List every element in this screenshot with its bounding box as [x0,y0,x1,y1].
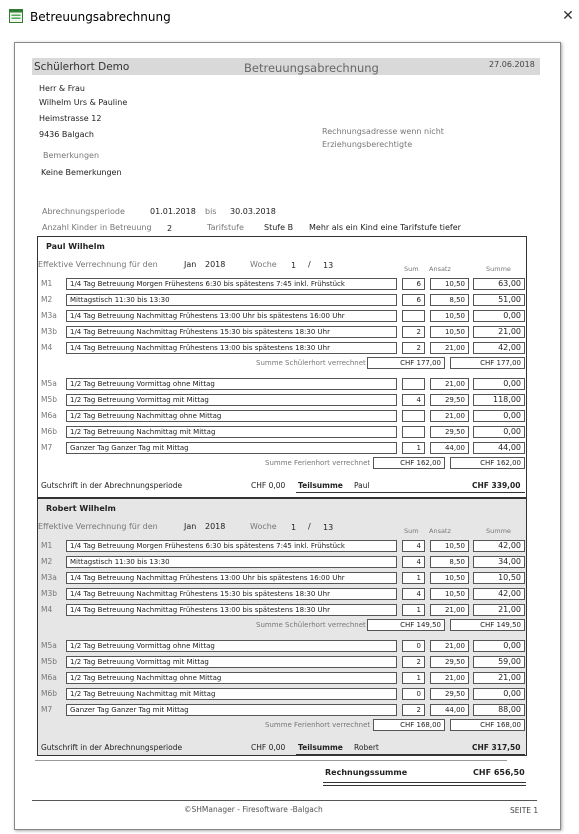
address-line: 9436 Balgach [39,130,94,139]
row-ansatz: 10,50 [430,310,469,322]
row-summe: 42,00 [473,342,525,354]
report-page [14,42,561,830]
partial-sum-value: CHF 339,00 [472,481,521,490]
total-underline [323,782,526,783]
row-description: 1/4 Tag Betreuung Nachmittag Frühestens 13:00 bis spätestens 18:30 Uhr [66,342,397,354]
row-summe: 59,00 [473,656,525,668]
subtotal-holiday-sum: CHF 168,00 [450,719,525,731]
row-ansatz: 10,50 [430,326,469,338]
footer-page: SEITE 1 [510,806,539,815]
row-description: Mittagstisch 11:30 bis 13:30 [66,294,397,306]
week-from: 1 [291,261,297,270]
billing-address-note: Rechnungsadresse wenn nicht [322,127,444,136]
row-description: 1/2 Tag Betreuung Nachmittag mit Mittag [66,688,397,700]
credit-label: Gutschrift in der Abrechnungsperiode [41,743,183,752]
row-sum: 2 [402,656,425,668]
subtotal-school-label: Summe Schülerhort verrechnet [256,621,366,629]
row-ansatz: 21,00 [430,342,469,354]
col-head-summe: Summe [486,527,511,535]
col-head-ansatz: Ansatz [429,265,451,273]
address-line: Herr & Frau [39,84,85,93]
row-summe: 42,00 [473,540,525,552]
col-head-ansatz: Ansatz [429,527,451,535]
total-underline [323,785,526,786]
row-ansatz: 21,00 [430,640,469,652]
row-description: Mittagstisch 11:30 bis 13:30 [66,556,397,568]
row-sum: 6 [402,278,425,290]
row-code: M1 [41,279,53,288]
week-to: 13 [323,261,334,270]
effective-label: Effektive Verrechnung für den [38,260,158,269]
remarks-value: Keine Bemerkungen [41,168,122,177]
subtotal-holiday-sum: CHF 162,00 [450,457,525,469]
row-ansatz: 10,50 [430,540,469,552]
row-code: M5b [41,657,58,666]
row-sum: 2 [402,342,425,354]
effective-label: Effektive Verrechnung für den [38,522,158,531]
subtotal-holiday-label: Summe Ferienhort verrechnet [265,459,371,467]
divider [35,760,507,761]
row-summe: 118,00 [473,394,525,406]
row-summe: 42,00 [473,588,525,600]
row-summe: 51,00 [473,294,525,306]
row-ansatz: 21,00 [430,410,469,422]
subtotal-holiday-label: Summe Ferienhort verrechnet [265,721,371,729]
row-summe: 0,00 [473,410,525,422]
row-ansatz: 29,50 [430,394,469,406]
row-description: Ganzer Tag Ganzer Tag mit Mittag [66,704,397,716]
child-name: Robert Wilhelm [46,504,116,513]
tarif-label: Tarifstufe [207,223,244,232]
period-to: 30.03.2018 [230,207,276,216]
period-from: 01.01.2018 [150,207,196,216]
row-sum [402,378,425,390]
row-code: M6b [41,689,58,698]
row-sum [402,310,425,322]
row-sum: 1 [402,604,425,616]
window-title: Betreuungsabrechnung [30,10,171,24]
row-description: 1/2 Tag Betreuung Nachmittag ohne Mittag [66,410,397,422]
row-code: M7 [41,443,53,452]
row-summe: 44,00 [473,442,525,454]
row-ansatz: 21,00 [430,672,469,684]
remarks-label: Bemerkungen [43,151,100,160]
row-code: M6a [41,411,57,420]
row-sum: 1 [402,442,425,454]
subtotal-school-value: CHF 177,00 [367,357,445,369]
row-code: M3b [41,327,58,336]
partial-sum-underline [296,754,525,755]
row-sum: 4 [402,394,425,406]
row-summe: 0,00 [473,378,525,390]
row-code: M3b [41,589,58,598]
col-head-sum: Sum [404,527,419,535]
row-description: 1/4 Tag Betreuung Morgen Frühestens 6:30 bis spätestens 7:45 inkl. Frühstück [66,540,397,552]
partial-sum-value: CHF 317,50 [472,743,521,752]
row-code: M3a [41,311,57,320]
month: Jan [184,522,197,531]
week-label: Woche [250,260,277,269]
row-summe: 34,00 [473,556,525,568]
row-sum: 1 [402,572,425,584]
row-summe: 63,00 [473,278,525,290]
period-label: Abrechnungsperiode [42,207,125,216]
row-summe: 0,00 [473,640,525,652]
row-code: M4 [41,605,53,614]
row-ansatz: 21,00 [430,378,469,390]
week-to: 13 [323,523,334,532]
row-code: M5a [41,641,57,650]
row-code: M4 [41,343,53,352]
subtotal-holiday-value: CHF 162,00 [373,457,445,469]
row-sum: 1 [402,672,425,684]
row-code: M2 [41,295,53,304]
partial-sum-underline [296,492,525,493]
footer-copyright: ©SHManager - Firesoftware -Balgach [184,805,323,814]
row-ansatz: 29,50 [430,688,469,700]
subtotal-school-value: CHF 149,50 [367,619,445,631]
row-ansatz: 10,50 [430,572,469,584]
row-ansatz: 8,50 [430,294,469,306]
row-summe: 21,00 [473,326,525,338]
tarif-note: Mehr als ein Kind eine Tarifstufe tiefer [309,223,461,232]
row-ansatz: 29,50 [430,426,469,438]
partial-sum-name: Paul [354,481,370,490]
invoice-total-value: CHF 656,50 [473,768,525,777]
row-ansatz: 44,00 [430,704,469,716]
row-ansatz: 10,50 [430,278,469,290]
row-description: 1/4 Tag Betreuung Nachmittag Frühestens 13:00 Uhr bis spätestens 16:00 Uhr [66,310,397,322]
col-head-summe: Summe [486,265,511,273]
subtotal-holiday-value: CHF 168,00 [373,719,445,731]
week-sep: / [308,260,311,269]
row-code: M5a [41,379,57,388]
row-code: M1 [41,541,53,550]
week-from: 1 [291,523,297,532]
row-description: 1/2 Tag Betreuung Vormittag mit Mittag [66,656,397,668]
credit-label: Gutschrift in der Abrechnungsperiode [41,481,183,490]
partial-sum-label: Teilsumme [298,481,343,490]
row-description: 1/2 Tag Betreuung Vormittag ohne Mittag [66,640,397,652]
child-section [37,236,527,498]
row-code: M3a [41,573,57,582]
child-name: Paul Wilhelm [46,242,105,251]
row-ansatz: 10,50 [430,588,469,600]
row-summe: 88,00 [473,704,525,716]
subtotal-school-sum: CHF 149,50 [450,619,525,631]
row-code: M6a [41,673,57,682]
address-line: Wilhelm Urs & Pauline [39,98,128,107]
credit-value: CHF 0,00 [251,743,286,752]
period-sep: bis [205,207,217,216]
subtotal-school-sum: CHF 177,00 [450,357,525,369]
row-code: M7 [41,705,53,714]
billing-address-note: Erziehungsberechtigte [322,140,413,149]
subtotal-school-label: Summe Schülerhort verrechnet [256,359,366,367]
row-description: 1/4 Tag Betreuung Nachmittag Frühestens 13:00 Uhr bis spätestens 16:00 Uhr [66,572,397,584]
row-sum: 2 [402,704,425,716]
partial-sum-label: Teilsumme [298,743,343,752]
row-ansatz: 29,50 [430,656,469,668]
address-line: Heimstrasse 12 [39,114,102,123]
row-code: M6b [41,427,58,436]
report-date: 27.06.2018 [489,60,535,69]
row-ansatz: 21,00 [430,604,469,616]
footer-divider [32,800,537,801]
title-bar [0,0,579,34]
invoice-total-label: Rechnungssumme [325,768,408,777]
row-description: 1/4 Tag Betreuung Morgen Frühestens 6:30 bis spätestens 7:45 inkl. Frühstück [66,278,397,290]
col-head-sum: Sum [404,265,419,273]
child-section [37,498,527,756]
row-summe: 0,00 [473,688,525,700]
row-description: 1/2 Tag Betreuung Nachmittag ohne Mittag [66,672,397,684]
row-summe: 21,00 [473,672,525,684]
row-sum: 0 [402,640,425,652]
close-button[interactable]: ✕ [562,8,574,24]
company-name: Schülerhort Demo [34,61,130,73]
row-description: 1/4 Tag Betreuung Nachmittag Frühestens 15:30 bis spätestens 18:30 Uhr [66,326,397,338]
week-label: Woche [250,522,277,531]
kids-value: 2 [167,224,173,233]
row-sum: 4 [402,588,425,600]
row-summe: 21,00 [473,604,525,616]
row-summe: 0,00 [473,426,525,438]
row-sum [402,410,425,422]
row-sum [402,426,425,438]
row-sum: 4 [402,556,425,568]
month: Jan [184,260,197,269]
report-title: Betreuungsabrechnung [244,61,379,75]
row-summe: 10,50 [473,572,525,584]
row-code: M2 [41,557,53,566]
credit-value: CHF 0,00 [251,481,286,490]
row-description: 1/2 Tag Betreuung Nachmittag mit Mittag [66,426,397,438]
row-description: Ganzer Tag Ganzer Tag mit Mittag [66,442,397,454]
row-description: 1/4 Tag Betreuung Nachmittag Frühestens 13:00 bis spätestens 18:30 Uhr [66,604,397,616]
year: 2018 [205,260,226,269]
row-ansatz: 8,50 [430,556,469,568]
row-sum: 4 [402,540,425,552]
row-sum: 6 [402,294,425,306]
tarif-value: Stufe B [264,223,294,232]
row-description: 1/2 Tag Betreuung Vormittag mit Mittag [66,394,397,406]
row-description: 1/2 Tag Betreuung Vormittag ohne Mittag [66,378,397,390]
row-sum: 0 [402,688,425,700]
row-sum: 2 [402,326,425,338]
form-icon [9,9,23,23]
week-sep: / [308,522,311,531]
partial-sum-name: Robert [354,743,379,752]
row-description: 1/4 Tag Betreuung Nachmittag Frühestens 15:30 bis spätestens 18:30 Uhr [66,588,397,600]
kids-label: Anzahl Kinder in Betreuung [42,223,152,232]
row-code: M5b [41,395,58,404]
row-summe: 0,00 [473,310,525,322]
row-ansatz: 44,00 [430,442,469,454]
year: 2018 [205,522,226,531]
